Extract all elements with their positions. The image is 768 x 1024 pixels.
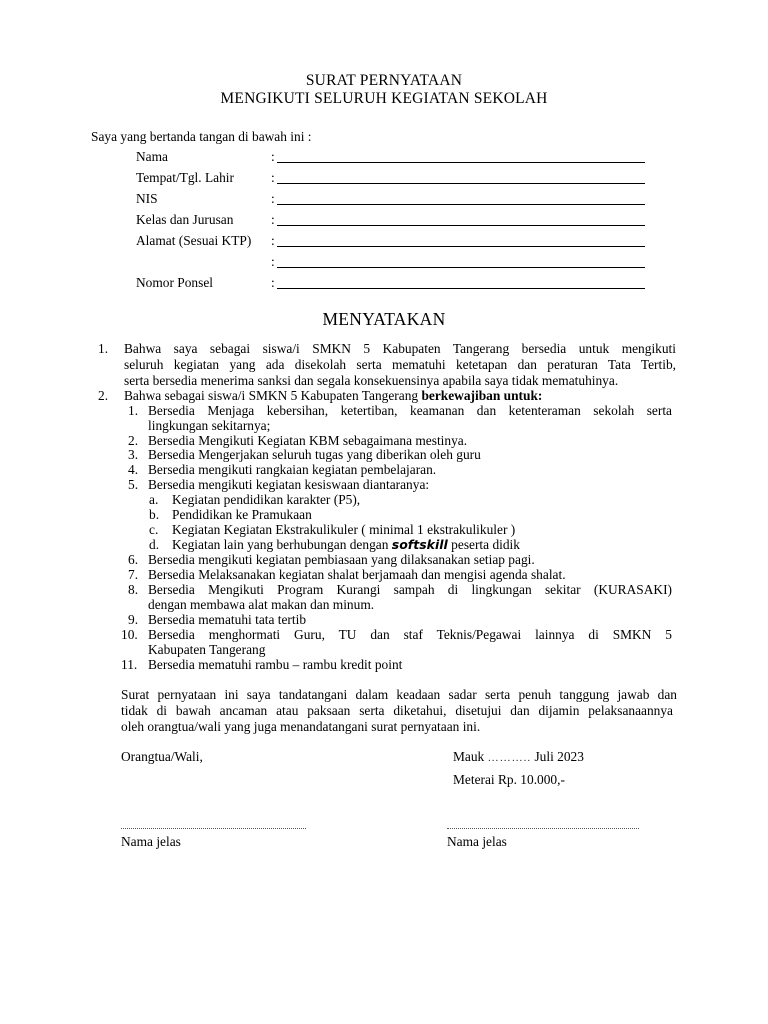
date-dots: ……….. — [487, 752, 532, 764]
point2-bold: berkewajiban untuk: — [421, 388, 543, 403]
signature-left-label: Orangtua/Wali, — [121, 749, 203, 764]
field-label: Nama — [136, 149, 168, 164]
item-number: 11. — [121, 657, 138, 672]
item-number: 3. — [128, 447, 139, 462]
document-title-line1: SURAT PERNYATAAN — [305, 72, 463, 89]
item-4: Bersedia mengikuti rangkaian kegiatan pembelajaran. — [148, 462, 437, 477]
item-5: Bersedia mengikuti kegiatan kesiswaan diantaranya: — [148, 477, 430, 492]
signature-left-name: Nama jelas — [121, 834, 181, 849]
subitem-a: Kegiatan pendidikan karakter (P5), — [172, 492, 361, 507]
subitem-letter: a. — [149, 492, 159, 507]
item-10-line1: Bersedia menghormati Guru, TU dan staf Teknis/Pegawai lainnya di SMKN 5 — [148, 627, 672, 642]
closing-line2: tidak di bawah ancaman atau paksaan serta diketahui, disetujui dan dijamin pelaksanaannya — [121, 703, 673, 718]
subitem-b: Pendidikan ke Pramukaan — [172, 507, 312, 522]
item-number: 5. — [128, 477, 139, 492]
subitem-d: Kegiatan lain yang berhubungan dengan softskill peserta didik — [172, 537, 520, 552]
subitem-letter: c. — [149, 522, 159, 537]
subitem-c: Kegiatan Kegiatan Ekstrakulikuler ( minimal 1 ekstrakulikuler ) — [172, 522, 516, 537]
closing-line1: Surat pernyataan ini saya tandatangani dalam keadaan sadar serta penuh tanggung jawab dan — [121, 687, 677, 702]
fill-in-line: : — [271, 212, 645, 228]
field-nomor-ponsel — [136, 275, 656, 295]
meterai-note: Meterai Rp. 10.000,- — [453, 772, 565, 787]
item-8-line2: dengan membawa alat makan dan minum. — [148, 597, 375, 612]
item-number: 7. — [128, 567, 139, 582]
item-number: 10. — [121, 627, 138, 642]
fill-in-line: : — [271, 275, 645, 291]
item-3: Bersedia Mengerjakan seluruh tugas yang diberikan oleh guru — [148, 447, 481, 462]
point1-line1: Bahwa saya sebagai siswa/i SMKN 5 Kabupaten Tangerang bersedia untuk mengikuti — [124, 341, 676, 356]
field-label: Tempat/Tgl. Lahir — [136, 170, 234, 185]
subitem-letter: b. — [149, 507, 160, 522]
field-label: NIS — [136, 191, 158, 206]
item-9: Bersedia mematuhi tata tertib — [148, 612, 307, 627]
point-number: 2. — [98, 388, 109, 403]
field-nis — [136, 191, 656, 211]
closing-line3: oleh orangtua/wali yang juga menandatangani surat pernyataan ini. — [121, 719, 481, 734]
field-label: Nomor Ponsel — [136, 275, 213, 290]
intro-text: Saya yang bertanda tangan di bawah ini : — [91, 129, 312, 144]
fill-in-line: : — [271, 149, 645, 165]
signature-right-name: Nama jelas — [447, 834, 507, 849]
softskill-emphasis: softskill — [391, 537, 448, 552]
point1-line3: serta bersedia menerima sanksi dan segala konsekuensinya apabila saya tidak mematuhinya. — [124, 373, 619, 388]
field-label: Alamat (Sesuai KTP) — [136, 233, 252, 248]
item-1-line2: lingkungan sekitarnya; — [148, 418, 271, 433]
field-alamat — [136, 233, 656, 253]
point1-line2: seluruh kegiatan yang ada disekolah serta mematuhi ketetapan dan peraturan Tata Tertib, — [124, 357, 676, 372]
item-1-line1: Bersedia Menjaga kebersihan, ketertiban, keamanan dan ketenteraman sekolah serta — [148, 403, 672, 418]
point2-text: Bahwa sebagai siswa/i SMKN 5 Kabupaten Tangerang berkewajiban untuk: — [124, 388, 543, 403]
subitem-letter: d. — [149, 537, 160, 552]
fill-in-line: : — [271, 233, 645, 249]
fill-in-line: : — [271, 170, 645, 186]
item-number: 1. — [128, 403, 139, 418]
place-date: Mauk ……….. Juli 2023 — [453, 749, 584, 764]
item-2: Bersedia Mengikuti Kegiatan KBM sebagaimana mestinya. — [148, 433, 468, 448]
item-8-line1: Bersedia Mengikuti Program Kurangi sampah di lingkungan sekitar (KURASAKI) — [148, 582, 672, 597]
field-label: Kelas dan Jurusan — [136, 212, 234, 227]
section-heading: MENYATAKAN — [322, 309, 446, 329]
fill-in-line: : — [271, 254, 645, 270]
item-7: Bersedia Melaksanakan kegiatan shalat berjamaah dan mengisi agenda shalat. — [148, 567, 566, 582]
item-number: 2. — [128, 433, 139, 448]
signature-line-left — [121, 828, 306, 829]
item-number: 6. — [128, 552, 139, 567]
item-6: Bersedia mengikuti kegiatan pembiasaan yang dilaksanakan setiap pagi. — [148, 552, 535, 567]
item-11: Bersedia mematuhi rambu – rambu kredit point — [148, 657, 403, 672]
field-alamat-line2 — [136, 254, 656, 274]
field-kelas-jurusan — [136, 212, 656, 232]
item-10-line2: Kabupaten Tangerang — [148, 642, 266, 657]
field-nama — [136, 149, 656, 169]
signature-line-right — [447, 828, 639, 829]
field-tempat-tgl-lahir — [136, 170, 656, 190]
document-title-line2: MENGIKUTI SELURUH KEGIATAN SEKOLAH — [220, 90, 548, 107]
item-number: 9. — [128, 612, 139, 627]
point-number: 1. — [98, 341, 109, 356]
fill-in-line: : — [271, 191, 645, 207]
item-number: 4. — [128, 462, 139, 477]
item-number: 8. — [128, 582, 139, 597]
